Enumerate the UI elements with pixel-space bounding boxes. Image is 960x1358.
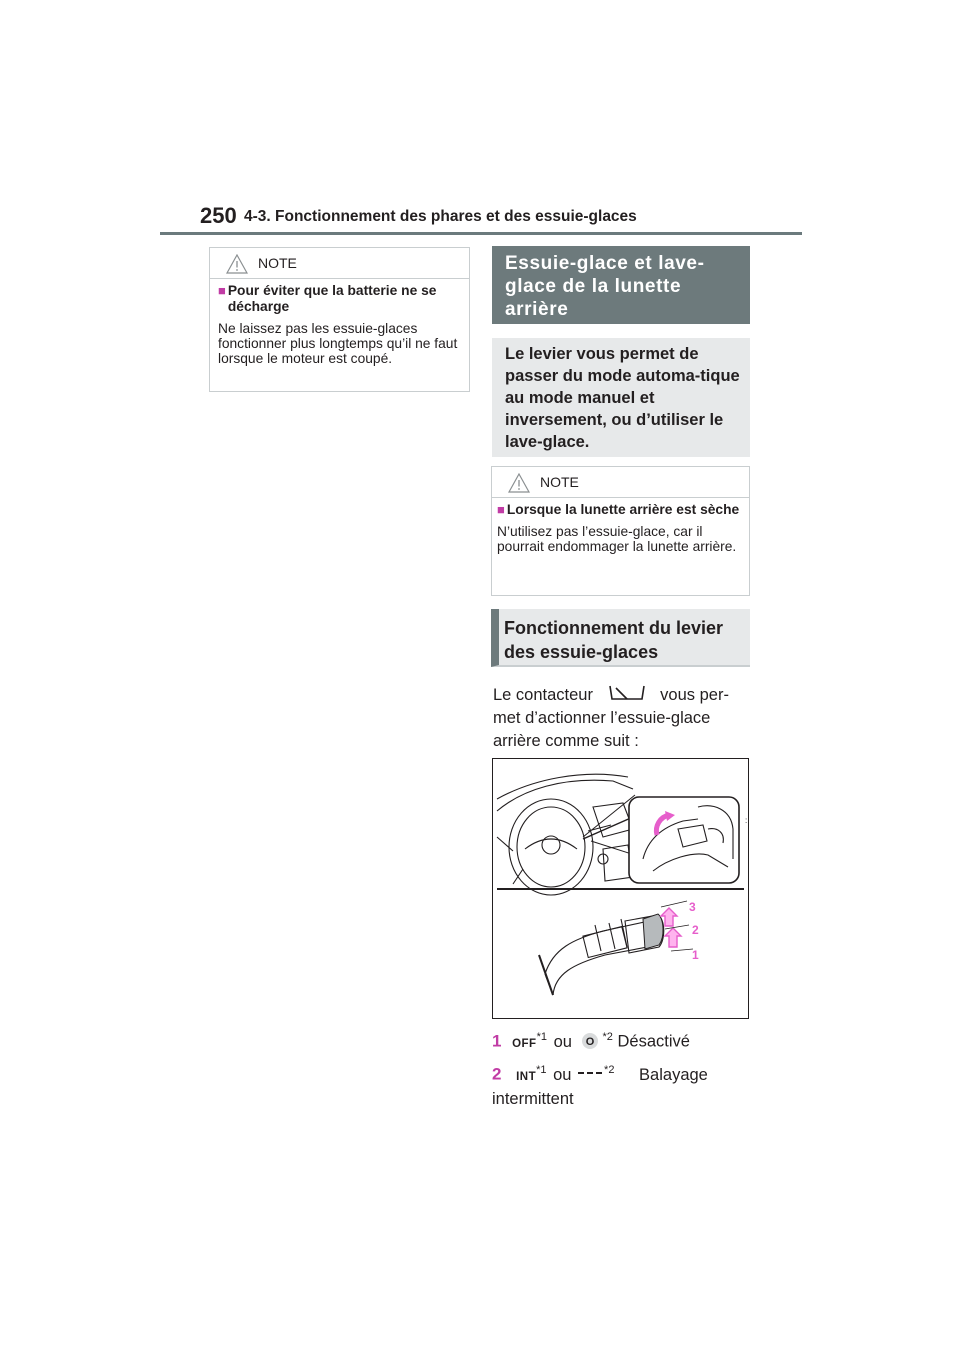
note-text: N’utilisez pas l’essuie-glace, car il pourrait endommager la lunette arrière.: [497, 524, 737, 554]
lever-section-heading-text: Fonctionnement du levier des essuie-glaces: [504, 618, 724, 662]
svg-text::: :: [745, 816, 748, 825]
list-item-off: [492, 1026, 752, 1055]
list-text: Balayage intermittent: [492, 1065, 708, 1108]
footnote-marker: *2: [602, 1031, 613, 1043]
callout-2: 2: [692, 923, 699, 937]
lever-section-heading: [491, 609, 750, 667]
note-label: NOTE: [258, 255, 297, 271]
rear-wiper-intro: [492, 338, 750, 457]
callout-1: 1: [692, 948, 699, 962]
paragraph-start: Le contacteur: [493, 686, 593, 704]
note-subtitle: [497, 502, 741, 518]
or-text: ou: [553, 1032, 572, 1051]
list-number: 2: [492, 1064, 502, 1084]
list-number: 1: [492, 1031, 502, 1051]
note-header: [210, 248, 469, 279]
page-number: 250: [200, 203, 237, 228]
footnote-marker: *2: [604, 1064, 615, 1076]
warning-triangle-icon: [508, 473, 530, 493]
paragraph-end: vous per-met d’actionner l’essuie-glace arrière comme suit :: [493, 686, 729, 750]
note-header: [492, 467, 749, 498]
square-bullet-icon: ■: [497, 502, 505, 517]
or-text: ou: [553, 1065, 572, 1084]
note-battery: [209, 247, 470, 392]
lever-paragraph: [493, 682, 749, 753]
note-label: NOTE: [540, 474, 579, 490]
section-title: 4-3. Fonctionnement des phares et des essuie-glaces: [244, 208, 637, 225]
footnote-marker: *1: [536, 1031, 547, 1043]
wiper-lever-illustration: [493, 759, 748, 1018]
rear-wiper-intro-text: Le levier vous permet de passer du mode automa-tique au mode manuel et inversement, ou d’utiliser le lave-glace.: [505, 345, 740, 451]
rear-wiper-heading: [492, 246, 750, 324]
note-subtitle-text: Lorsque la lunette arrière est sèche: [506, 502, 740, 517]
svg-text:O: O: [585, 1035, 594, 1048]
note-subtitle-text: Pour éviter que la batterie ne se décharge: [227, 283, 437, 314]
header-rule: [160, 232, 802, 235]
off-label-icon: OFF: [512, 1037, 537, 1050]
warning-triangle-icon: [226, 254, 248, 274]
callout-3: 3: [689, 900, 696, 914]
footnote-marker: *1: [536, 1064, 547, 1076]
o-position-icon: [577, 1031, 603, 1051]
square-bullet-icon: ■: [218, 283, 226, 298]
int-label-icon: INT: [516, 1070, 537, 1083]
list-text: Désactivé: [617, 1032, 690, 1051]
dashed-intermittent-icon: [576, 1066, 604, 1080]
note-subtitle: [218, 283, 461, 315]
note-text: Ne laissez pas les essuie-glaces fonctionner plus longtemps qu’il ne faut lorsque le moteur est coupé.: [218, 321, 458, 366]
rear-wiper-heading-text: Essuie-glace et lave-glace de la lunette arrière: [505, 253, 705, 320]
wiper-lever-figure: [492, 758, 749, 1019]
rear-wiper-icon: [602, 682, 652, 704]
list-item-int: [492, 1059, 742, 1110]
note-dry-window: [491, 466, 750, 596]
